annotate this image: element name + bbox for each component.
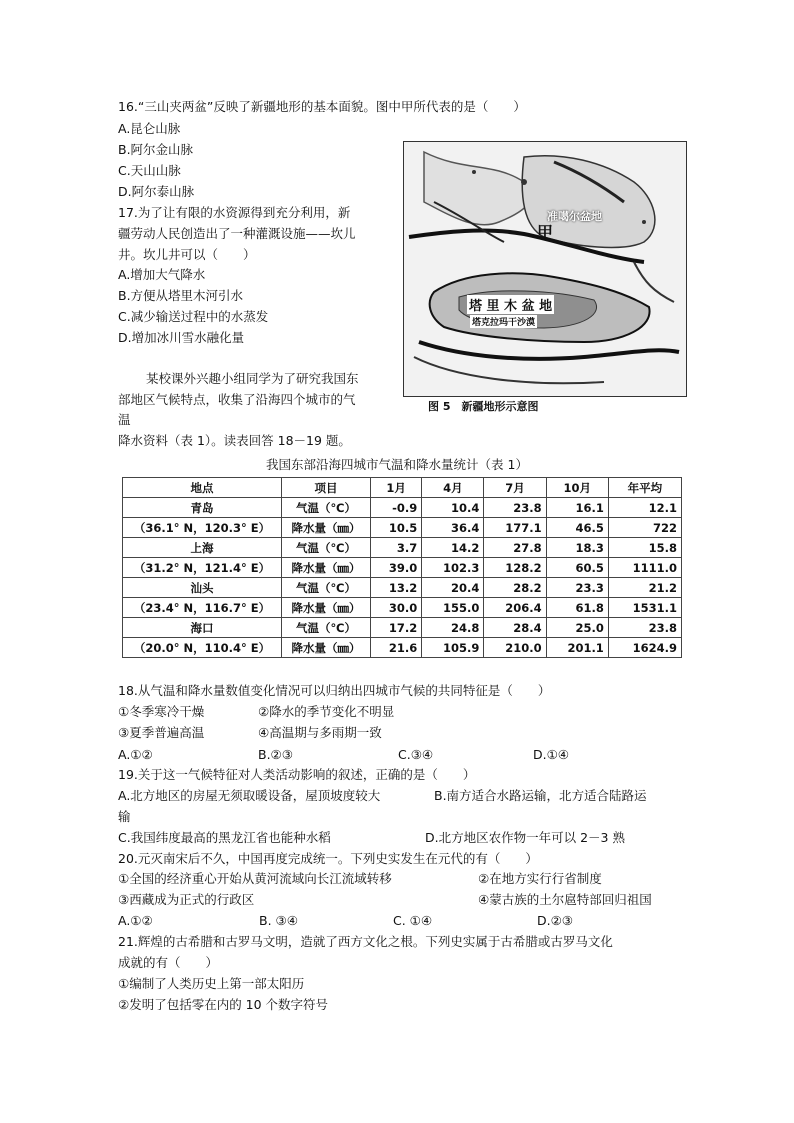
q18-option-c: C.③④ xyxy=(398,747,434,762)
cell: 25.0 xyxy=(546,618,608,638)
table-row xyxy=(123,578,682,598)
cell: 10.4 xyxy=(422,498,484,518)
cell: 28.4 xyxy=(484,618,546,638)
cell: 18.3 xyxy=(546,538,608,558)
q19-option-c: C.我国纬度最高的黑龙江省也能种水稻 xyxy=(118,830,331,845)
cell: 21.6 xyxy=(371,638,422,658)
q18-item-4: ④高温期与多雨期一致 xyxy=(258,725,382,740)
cell: 3.7 xyxy=(371,538,422,558)
cell: 20.4 xyxy=(422,578,484,598)
cell: 155.0 xyxy=(422,598,484,618)
table-header-row xyxy=(123,478,682,498)
cell: 1111.0 xyxy=(608,558,681,578)
table-row xyxy=(123,638,682,658)
item-label: 降水量（㎜） xyxy=(282,518,371,538)
q17-stem-line1: 17.为了让有限的水资源得到充分利用，新 xyxy=(118,205,351,220)
cell: 23.3 xyxy=(546,578,608,598)
table-row xyxy=(123,618,682,638)
item-label: 气温（℃） xyxy=(282,578,371,598)
cell: 177.1 xyxy=(484,518,546,538)
q16-stem: 16.“三山夹两盆”反映了新疆地形的基本面貌。图中甲所代表的是（ ） xyxy=(118,99,526,114)
item-label: 气温（℃） xyxy=(282,538,371,558)
intro-line1: 某校课外兴趣小组同学为了研究我国东 xyxy=(146,371,359,386)
q20-option-b: B. ③④ xyxy=(259,913,298,928)
intro-line2: 部地区气候特点，收集了沿海四个城市的气 xyxy=(118,392,356,407)
cell: 10.5 xyxy=(371,518,422,538)
q20-item-1: ①全国的经济重心开始从黄河流域向长江流域转移 xyxy=(118,871,392,886)
cell: 15.8 xyxy=(608,538,681,558)
cell: 13.2 xyxy=(371,578,422,598)
cell: 23.8 xyxy=(608,618,681,638)
cell: 105.9 xyxy=(422,638,484,658)
q19-option-a: A.北方地区的房屋无须取暖设备，屋顶坡度较大 xyxy=(118,788,381,803)
q18-option-d: D.①④ xyxy=(533,747,570,762)
xinjiang-terrain-map xyxy=(403,141,687,397)
cell: 102.3 xyxy=(422,558,484,578)
cell: 46.5 xyxy=(546,518,608,538)
cell: 61.8 xyxy=(546,598,608,618)
header-item: 项目 xyxy=(282,478,371,498)
intro-line4: 降水资料（表 1）。读表回答 18－19 题。 xyxy=(118,433,351,448)
cell: 17.2 xyxy=(371,618,422,638)
cell: 1531.1 xyxy=(608,598,681,618)
table-row xyxy=(123,598,682,618)
q21-stem-line1: 21.辉煌的古希腊和古罗马文明，造就了西方文化之根。下列史实属于古希腊或古罗马文化 xyxy=(118,934,613,949)
cell: 27.8 xyxy=(484,538,546,558)
cell: 1624.9 xyxy=(608,638,681,658)
q19-option-b-cont: 输 xyxy=(118,809,131,824)
table-row xyxy=(123,498,682,518)
q18-item-2: ②降水的季节变化不明显 xyxy=(258,704,395,719)
header-jul: 7月 xyxy=(484,478,546,498)
city-name: 上海 xyxy=(123,538,282,558)
cell: 36.4 xyxy=(422,518,484,538)
header-avg: 年平均 xyxy=(608,478,681,498)
city-name: 海口 xyxy=(123,618,282,638)
cell: 128.2 xyxy=(484,558,546,578)
q16-option-a: A.昆仑山脉 xyxy=(118,121,181,136)
q21-item-1: ①编制了人类历史上第一部太阳历 xyxy=(118,976,305,991)
q18-item-3: ③夏季普遍高温 xyxy=(118,725,205,740)
city-name: 汕头 xyxy=(123,578,282,598)
q21-item-2: ②发明了包括零在内的 10 个数字符号 xyxy=(118,997,329,1012)
map-label-tarim: 塔 里 木 盆 地 xyxy=(467,295,554,314)
cell: 60.5 xyxy=(546,558,608,578)
header-jan: 1月 xyxy=(371,478,422,498)
city-coord: （31.2° N，121.4° E） xyxy=(123,558,282,578)
q19-stem: 19.关于这一气候特征对人类活动影响的叙述，正确的是（ ） xyxy=(118,767,476,782)
item-label: 降水量（㎜） xyxy=(282,598,371,618)
cell: 39.0 xyxy=(371,558,422,578)
cell: 21.2 xyxy=(608,578,681,598)
item-label: 降水量（㎜） xyxy=(282,558,371,578)
q18-item-1: ①冬季寒冷干燥 xyxy=(118,704,205,719)
table-row xyxy=(123,518,682,538)
q20-option-a: A.①② xyxy=(118,913,153,928)
city-coord: （36.1° N，120.3° E） xyxy=(123,518,282,538)
cell: 206.4 xyxy=(484,598,546,618)
map-label-junggar: 准噶尔盆地 xyxy=(547,210,602,223)
cell: 23.8 xyxy=(484,498,546,518)
intro-line3: 温 xyxy=(118,412,131,427)
q17-stem-line3: 井。坎儿井可以（ ） xyxy=(118,247,256,262)
q17-stem-line2: 疆劳动人民创造出了一种灌溉设施——坎儿 xyxy=(118,226,356,241)
q18-stem: 18.从气温和降水量数值变化情况可以归纳出四城市气候的共同特征是（ ） xyxy=(118,683,551,698)
q17-option-c: C.减少输送过程中的水蒸发 xyxy=(118,309,269,324)
item-label: 气温（℃） xyxy=(282,618,371,638)
q21-stem-line2: 成就的有（ ） xyxy=(118,955,219,970)
cell: 12.1 xyxy=(608,498,681,518)
cell: 14.2 xyxy=(422,538,484,558)
cell: 16.1 xyxy=(546,498,608,518)
item-label: 降水量（㎜） xyxy=(282,638,371,658)
cell: 722 xyxy=(608,518,681,538)
cell: 201.1 xyxy=(546,638,608,658)
q18-option-b: B.②③ xyxy=(258,747,293,762)
cell: 28.2 xyxy=(484,578,546,598)
map-caption: 图 5 新疆地形示意图 xyxy=(428,400,539,413)
q17-option-a: A.增加大气降水 xyxy=(118,267,206,282)
cell: -0.9 xyxy=(371,498,422,518)
q20-item-2: ②在地方实行行省制度 xyxy=(478,871,602,886)
climate-table xyxy=(122,477,682,658)
q19-option-b: B.南方适合水路运输，北方适合陆路运 xyxy=(434,788,647,803)
city-coord: （23.4° N，116.7° E） xyxy=(123,598,282,618)
q20-option-c: C. ①④ xyxy=(393,913,433,928)
q18-option-a: A.①② xyxy=(118,747,153,762)
q16-option-d: D.阿尔泰山脉 xyxy=(118,184,195,199)
q20-item-3: ③西藏成为正式的行政区 xyxy=(118,892,255,907)
table-row xyxy=(123,538,682,558)
table-title: 我国东部沿海四城市气温和降水量统计（表 1） xyxy=(266,457,528,472)
q20-item-4: ④蒙古族的土尔扈特部回归祖国 xyxy=(478,892,652,907)
header-apr: 4月 xyxy=(422,478,484,498)
city-coord: （20.0° N，110.4° E） xyxy=(123,638,282,658)
map-drawing xyxy=(404,142,686,396)
map-label-desert: 塔克拉玛干沙漠 xyxy=(470,315,537,328)
q20-stem: 20.元灭南宋后不久，中国再度完成统一。下列史实发生在元代的有（ ） xyxy=(118,851,538,866)
q17-option-d: D.增加冰川雪水融化量 xyxy=(118,330,245,345)
table-row xyxy=(123,558,682,578)
q16-option-c: C.天山山脉 xyxy=(118,163,181,178)
q17-option-b: B.方便从塔里木河引水 xyxy=(118,288,244,303)
cell: 210.0 xyxy=(484,638,546,658)
item-label: 气温（℃） xyxy=(282,498,371,518)
city-name: 青岛 xyxy=(123,498,282,518)
cell: 30.0 xyxy=(371,598,422,618)
q20-option-d: D.②③ xyxy=(537,913,574,928)
cell: 24.8 xyxy=(422,618,484,638)
header-oct: 10月 xyxy=(546,478,608,498)
map-label-jia: 甲 xyxy=(537,223,554,242)
q19-option-d: D.北方地区农作物一年可以 2－3 熟 xyxy=(425,830,625,845)
header-location: 地点 xyxy=(123,478,282,498)
q16-option-b: B.阿尔金山脉 xyxy=(118,142,194,157)
